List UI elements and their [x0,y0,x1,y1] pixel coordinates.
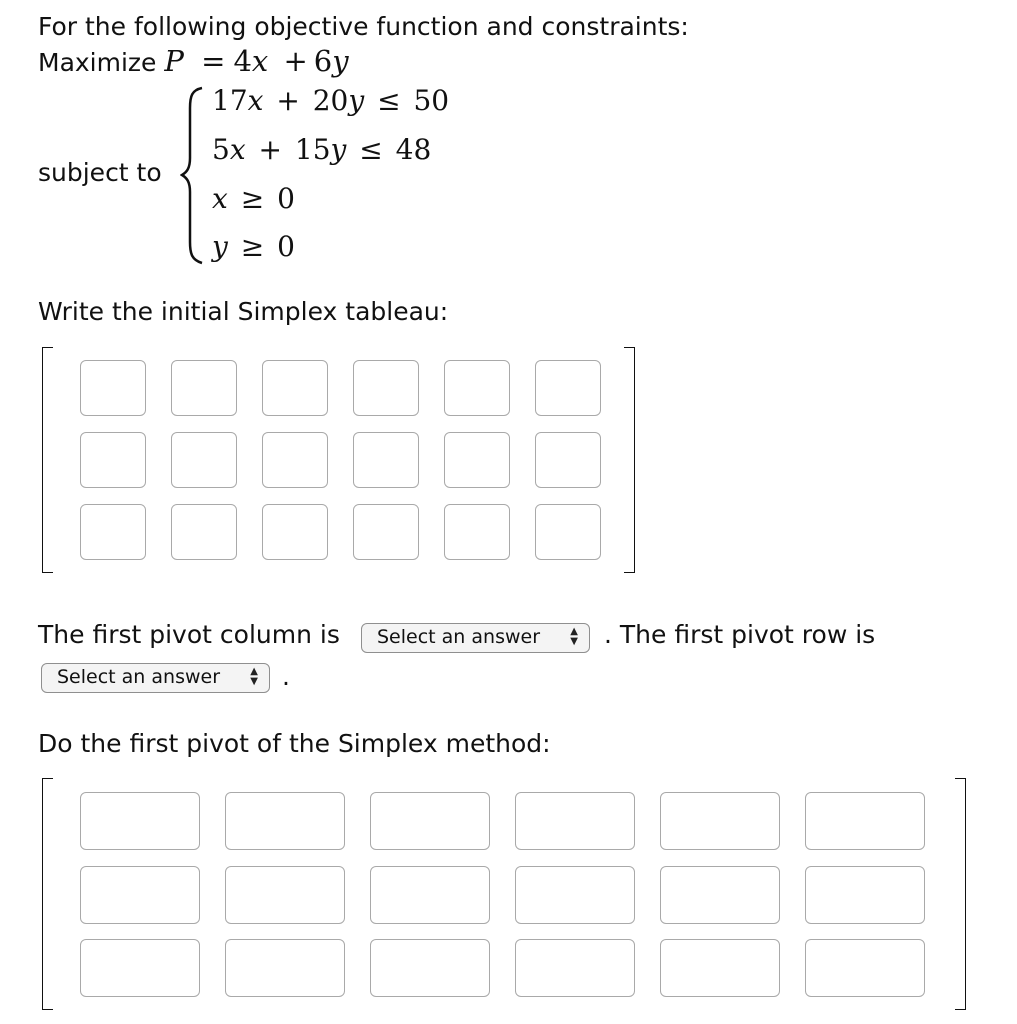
pivot-tableau-cell-r2c1[interactable] [80,866,200,924]
left-brace-icon [180,86,204,266]
pivot-tableau-cell-r1c6[interactable] [805,792,925,850]
pivot-tableau-right-bracket [955,778,966,1010]
initial-tableau-cell-r2c5[interactable] [444,432,510,488]
objective-function: P = 4x + 6y [164,44,349,78]
constraint-2: 5x + 15y ≤ 48 [212,133,432,166]
pivot-tableau-cell-r3c1[interactable] [80,939,200,997]
subject-to-label: subject to [38,158,162,187]
initial-tableau-cell-r2c1[interactable] [80,432,146,488]
pivot-tableau-cell-r2c4[interactable] [515,866,635,924]
pivot-end-period: . [282,662,290,691]
pivot-column-select[interactable] [361,623,590,653]
initial-tableau-cell-r3c2[interactable] [171,504,237,560]
pivot-column-select-value: Select an answer [377,626,541,648]
pivot-tableau-cell-r1c1[interactable] [80,792,200,850]
initial-tableau-cell-r1c2[interactable] [171,360,237,416]
initial-tableau-cell-r2c3[interactable] [262,432,328,488]
initial-tableau-cell-r1c3[interactable] [262,360,328,416]
pivot-row-select[interactable] [41,663,270,693]
pivot-tableau-cell-r2c2[interactable] [225,866,345,924]
initial-tableau-cell-r1c1[interactable] [80,360,146,416]
tableau-left-bracket [42,347,53,573]
pivot-row-select-value: Select an answer [57,666,221,688]
initial-tableau-cell-r2c6[interactable] [535,432,601,488]
pivot-column-text: The first pivot column is [38,620,340,649]
pivot-row-text: . The first pivot row is [604,620,876,649]
pivot-tableau-cell-r2c6[interactable] [805,866,925,924]
up-down-arrows-icon: ▲ ▼ [250,666,258,687]
pivot-tableau-cell-r3c3[interactable] [370,939,490,997]
initial-tableau-heading: Write the initial Simplex tableau: [38,297,449,326]
maximize-line [38,46,349,78]
pivot-tableau-cell-r3c6[interactable] [805,939,925,997]
maximize-label: Maximize [38,48,157,77]
initial-tableau-cell-r3c1[interactable] [80,504,146,560]
constraint-4: y ≥ 0 [212,230,295,263]
initial-tableau-cell-r2c4[interactable] [353,432,419,488]
constraint-1: 17x + 20y ≤ 50 [212,84,450,117]
pivot-tableau-cell-r3c2[interactable] [225,939,345,997]
initial-tableau-cell-r3c6[interactable] [535,504,601,560]
pivot-tableau-cell-r2c3[interactable] [370,866,490,924]
initial-tableau-cell-r3c3[interactable] [262,504,328,560]
pivot-tableau-cell-r3c5[interactable] [660,939,780,997]
initial-tableau-cell-r1c4[interactable] [353,360,419,416]
question-intro: For the following objective function and constraints: [38,12,689,41]
pivot-tableau-cell-r1c3[interactable] [370,792,490,850]
up-down-arrows-icon: ▲ ▼ [570,626,578,647]
initial-tableau-cell-r1c6[interactable] [535,360,601,416]
pivot-tableau-cell-r1c2[interactable] [225,792,345,850]
initial-tableau-cell-r3c5[interactable] [444,504,510,560]
pivot-tableau-left-bracket [42,778,53,1010]
pivot-tableau-cell-r1c4[interactable] [515,792,635,850]
initial-tableau-cell-r3c4[interactable] [353,504,419,560]
pivot-tableau-cell-r3c4[interactable] [515,939,635,997]
constraint-3: x ≥ 0 [212,182,295,215]
first-pivot-heading: Do the first pivot of the Simplex method: [38,729,551,758]
pivot-tableau-cell-r2c5[interactable] [660,866,780,924]
pivot-tableau-cell-r1c5[interactable] [660,792,780,850]
initial-tableau-cell-r1c5[interactable] [444,360,510,416]
tableau-right-bracket [624,347,635,573]
initial-tableau-cell-r2c2[interactable] [171,432,237,488]
